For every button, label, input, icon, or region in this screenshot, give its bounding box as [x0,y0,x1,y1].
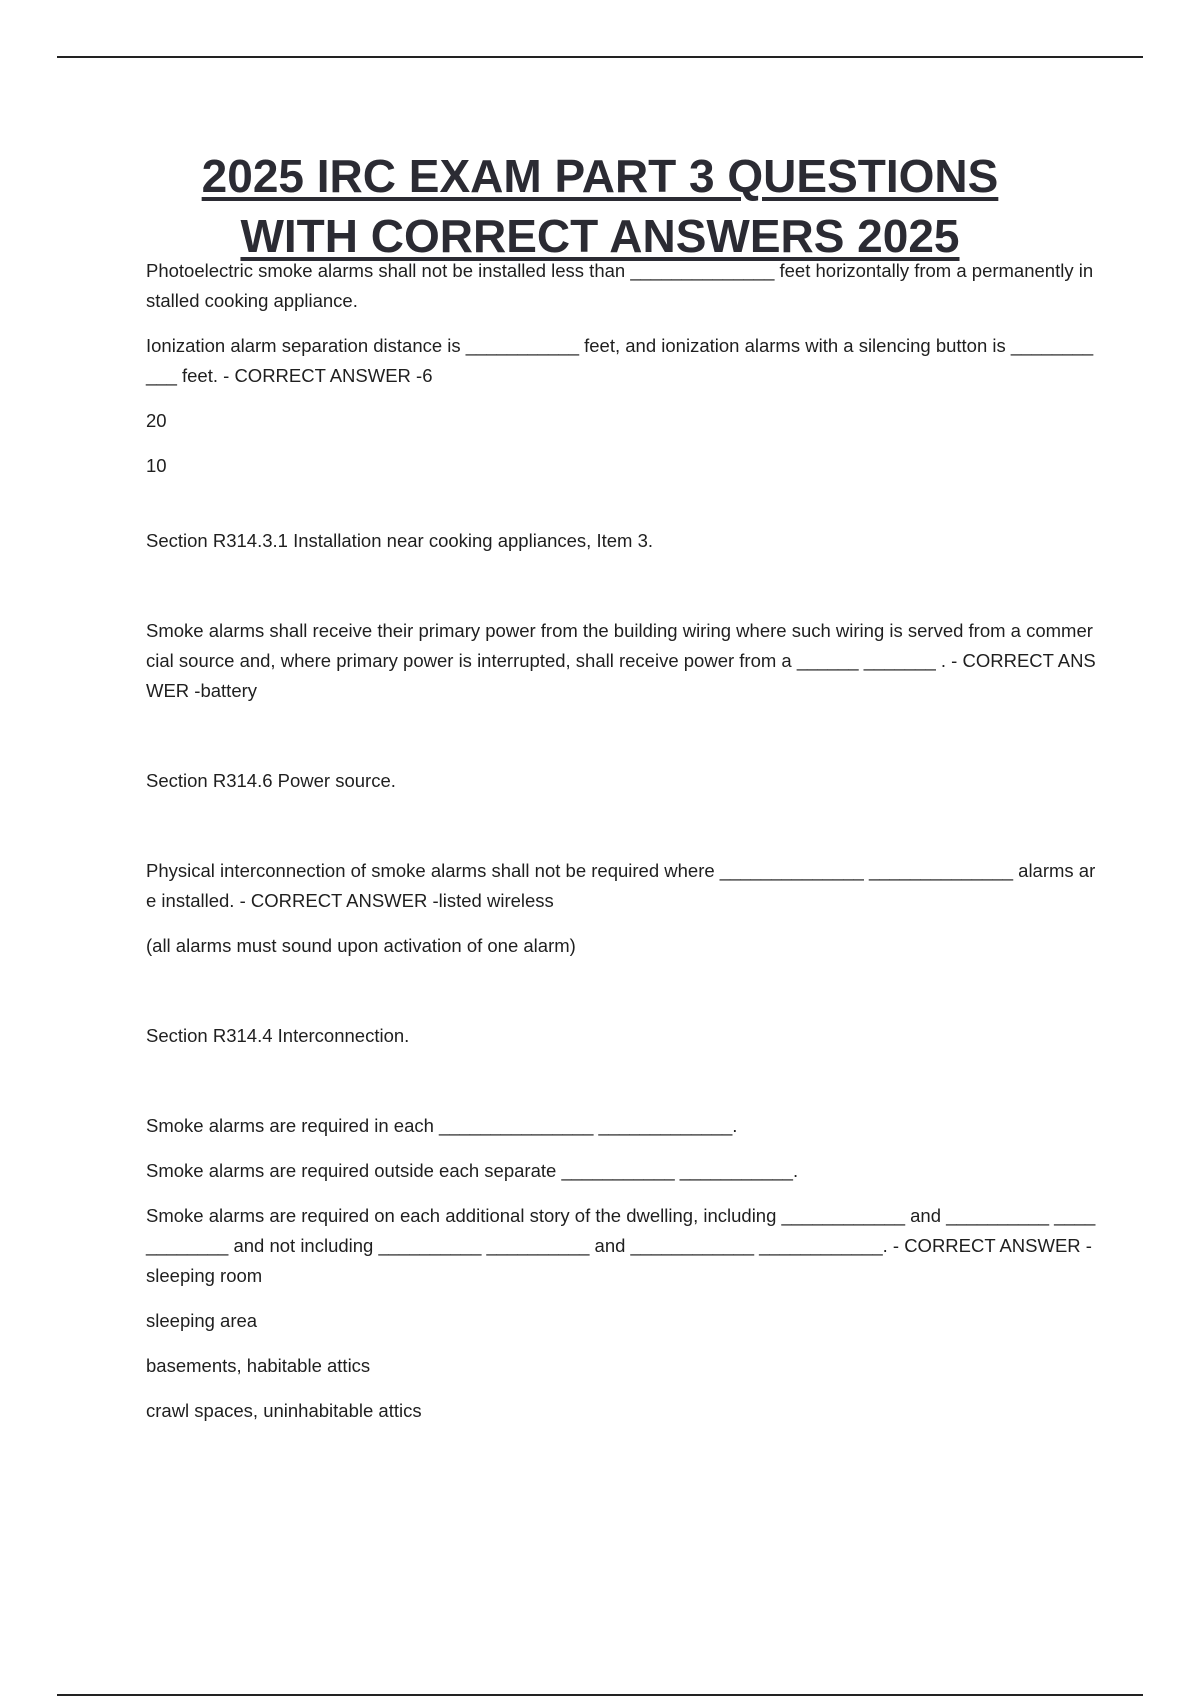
question-photoelectric: Photoelectric smoke alarms shall not be installed less than ______________ feet horizontally from a permanently installed cooking appliance. [146,260,1094,311]
answer-line: basements, habitable attics [146,1355,371,1376]
answer-line: 20 [146,410,167,431]
question-outside-separate: Smoke alarms are required outside each separate ___________ ___________. [146,1160,799,1181]
section-reference: Section R314.3.1 Installation near cooking appliances, Item 3. [146,530,654,551]
document-body [146,256,1096,1441]
bottom-rule [57,1694,1143,1696]
answer-line: sleeping area [146,1310,258,1331]
title-line-2: WITH CORRECT ANSWERS 2025 [240,210,960,262]
question-additional-story: Smoke alarms are required on each additional story of the dwelling, including ____________ and __________ ____________ and not including __________ __________ and ____________ ____________. - CORRECT ANSWER -sleeping room [146,1205,1096,1286]
question-power-source: Smoke alarms shall receive their primary power from the building wiring where such wiring is served from a commercial source and, where primary power is interrupted, shall receive power from a ______ _______ . - CORRECT ANSWER -battery [146,620,1096,701]
section-reference: Section R314.4 Interconnection. [146,1025,410,1046]
question-required-each: Smoke alarms are required in each _______________ _____________. [146,1115,738,1136]
question-interconnection: Physical interconnection of smoke alarms shall not be required where ______________ ______________ alarms are installed. - CORRECT ANSWER -listed wireless [146,860,1096,911]
top-rule [57,56,1143,58]
answer-note: (all alarms must sound upon activation of one alarm) [146,935,576,956]
document-title [0,146,1200,266]
question-ionization: Ionization alarm separation distance is ___________ feet, and ionization alarms with a silencing button is ___________ feet. - CORRECT ANSWER -6 [146,335,1094,386]
answer-line: 10 [146,455,167,476]
answer-line: crawl spaces, uninhabitable attics [146,1400,422,1421]
title-line-1: 2025 IRC EXAM PART 3 QUESTIONS [201,150,999,202]
section-reference: Section R314.6 Power source. [146,770,396,791]
